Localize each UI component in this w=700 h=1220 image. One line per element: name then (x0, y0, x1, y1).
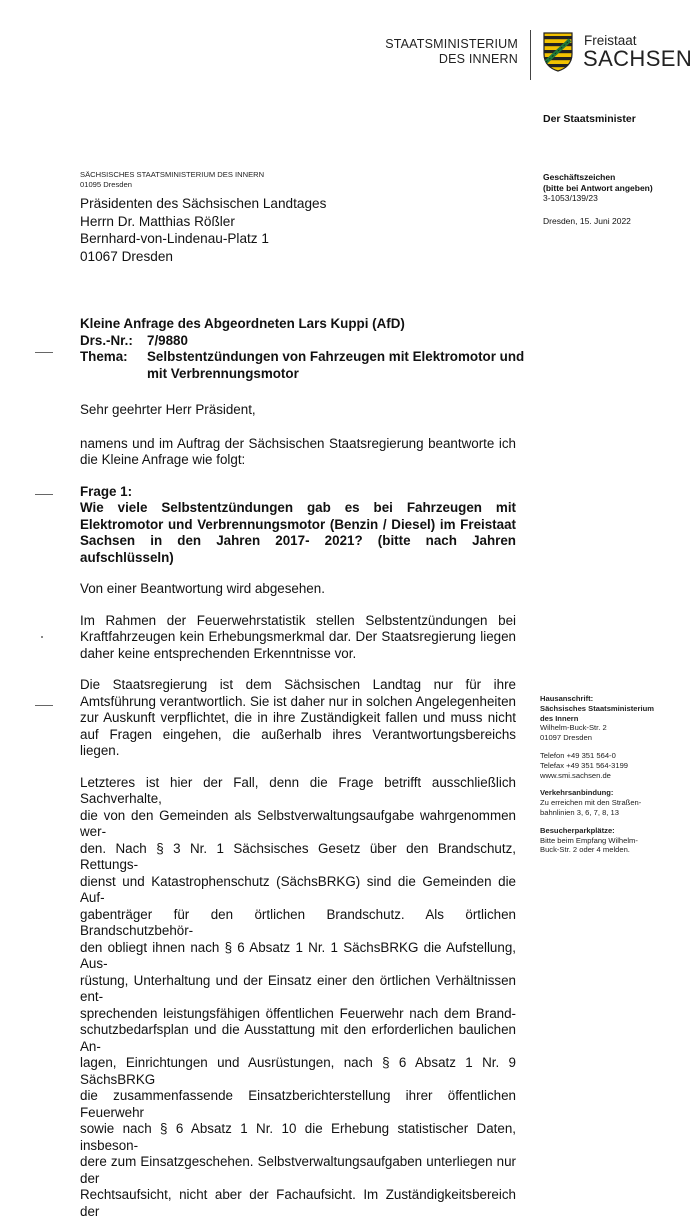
paragraph-line: den. Nach § 3 Nr. 1 Sächsisches Gesetz über den Brandschutz, Rettungs- (80, 841, 516, 874)
ministry-line-1: STAATSMINISTERIUM (368, 37, 518, 52)
transport-label: Verkehrsanbindung: (540, 788, 690, 798)
fold-mark-bottom (35, 705, 53, 706)
reference-block (543, 172, 653, 204)
subject-block (80, 316, 524, 382)
website-link[interactable]: www.smi.sachsen.de (540, 771, 690, 781)
recipient-line-3: Bernhard-von-Lindenau-Platz 1 (80, 230, 326, 248)
paragraph-line: den obliegt ihnen nach § 6 Absatz 1 Nr. 1 SächsBRKG die Aufstellung, Aus- (80, 940, 516, 973)
ministry-line-2: DES INNERN (368, 52, 518, 67)
recipient-address (80, 195, 326, 265)
thema-line-2: mit Verbrennungsmotor (80, 366, 524, 383)
address-line-1: Sächsisches Staatsministerium (540, 704, 690, 714)
scan-dot (41, 636, 43, 638)
transport-line-2: bahnlinien 3, 6, 7, 8, 13 (540, 808, 690, 818)
parking-label: Besucherparkplätze: (540, 826, 690, 836)
reference-label: Geschäftszeichen (543, 172, 653, 183)
question-text: Wie viele Selbstentzündungen gab es bei Fahrzeugen mit Elektromotor und Verbrennungsmotor (Benzin / Diesel) im Freistaat Sachsen in den Jahren 2017- 2021? (bitte nach Jahren aufschlüsseln) (80, 500, 516, 566)
answer-paragraph-1: Von einer Beantwortung wird abgesehen. (80, 581, 516, 598)
paragraph-line: Letzteres ist hier der Fall, denn die Frage betrifft ausschließlich Sachverhalte, (80, 775, 516, 808)
letter-date: Dresden, 15. Juni 2022 (543, 216, 631, 226)
paragraph-line: rüstung, Unterhaltung und der Einsatz einer den örtlichen Verhältnissen ent- (80, 973, 516, 1006)
recipient-line-1: Präsidenten des Sächsischen Landtages (80, 195, 326, 213)
drs-value: 7/9880 (147, 333, 188, 348)
paragraph-line: sowie nach § 6 Absatz 1 Nr. 10 die Erhebung statistischer Daten, insbeson- (80, 1121, 516, 1154)
paragraph-line: sprechenden leistungsfähigen öffentlichen Feuerwehr nach dem Brand- (80, 1006, 516, 1023)
fold-mark-middle (35, 494, 53, 495)
reference-number: 3-1053/139/23 (543, 193, 653, 204)
answer-paragraph-2: Im Rahmen der Feuerwehrstatistik stellen Selbstentzündungen bei Kraftfahrzeugen kein Erhebungsmerkmal dar. Der Staatsregierung liegen daher keine entsprechenden Erkenntnisse vor. (80, 613, 516, 663)
sachsen-label: SACHSEN (583, 46, 692, 72)
thema-label: Thema: (80, 349, 147, 366)
answer-paragraph-3: Die Staatsregierung ist dem Sächsischen Landtag nur für ihre Amtsführung verantwortlich. Sie ist daher nur in solchen Angelegenheiten zur Auskunft verpflichtet, die in ihre Zuständigkeit fallen und muss nicht auf Fragen eingehen, die außerhalb ihres Verantwortungsbereichs liegen. (80, 677, 516, 760)
header-divider (530, 30, 531, 80)
paragraph-line: dere zum Einsatzgeschehen. Selbstverwaltungsaufgaben unterliegen nur der (80, 1154, 516, 1187)
thema-line-1: Selbstentzündungen von Fahrzeugen mit Elektromotor und (147, 349, 524, 364)
question-label: Frage 1: (80, 484, 516, 501)
sender-line (80, 170, 264, 190)
drs-label: Drs.-Nr.: (80, 333, 147, 350)
address-line-2: des Innern (540, 714, 690, 724)
paragraph-line: Rechtsaufsicht, nicht aber der Fachaufsicht. Im Zuständigkeitsbereich der (80, 1187, 516, 1220)
paragraph-line: lagen, Einrichtungen und Ausrüstungen, nach § 6 Absatz 1 Nr. 9 SächsBRKG (80, 1055, 516, 1088)
contact-sidebar (540, 694, 690, 855)
phone-number: Telefon +49 351 564-0 (540, 751, 690, 761)
address-line-3: Wilhelm-Buck-Str. 2 (540, 723, 690, 733)
letter-body (80, 402, 516, 1220)
paragraph-line: die von den Gemeinden als Selbstverwaltungsaufgabe wahrgenommen wer- (80, 808, 516, 841)
intro-paragraph: namens und im Auftrag der Sächsischen Staatsregierung beantworte ich die Kleine Anfrage wie folgt: (80, 436, 516, 469)
recipient-line-2: Herrn Dr. Matthias Rößler (80, 213, 326, 231)
recipient-line-4: 01067 Dresden (80, 248, 326, 266)
paragraph-line: dienst und Katastrophenschutz (SächsBRKG) sind die Gemeinden die Auf- (80, 874, 516, 907)
minister-title: Der Staatsminister (543, 113, 636, 125)
sender-line-1: SÄCHSISCHES STAATSMINISTERIUM DES INNERN (80, 170, 264, 180)
answer-paragraph-4 (80, 775, 516, 1220)
paragraph-line: gabenträger für den örtlichen Brandschutz. Als örtlichen Brandschutzbehör- (80, 907, 516, 940)
parking-line-1: Bitte beim Empfang Wilhelm- (540, 836, 690, 846)
saxony-coat-of-arms-icon (543, 32, 573, 72)
salutation: Sehr geehrter Herr Präsident, (80, 402, 516, 419)
freistaat-label: Freistaat (584, 33, 637, 48)
fold-mark-top (35, 352, 53, 353)
parking-line-2: Buck-Str. 2 oder 4 melden. (540, 845, 690, 855)
ministry-name (368, 37, 518, 67)
subject-title: Kleine Anfrage des Abgeordneten Lars Kuppi (AfD) (80, 316, 524, 333)
transport-line-1: Zu erreichen mit den Straßen- (540, 798, 690, 808)
reference-hint: (bitte bei Antwort angeben) (543, 183, 653, 194)
fax-number: Telefax +49 351 564-3199 (540, 761, 690, 771)
address-label: Hausanschrift: (540, 694, 690, 704)
sender-line-2: 01095 Dresden (80, 180, 264, 190)
address-line-4: 01097 Dresden (540, 733, 690, 743)
paragraph-line: schutzbedarfsplan und die Ausstattung mit den erforderlichen baulichen An- (80, 1022, 516, 1055)
paragraph-line: die zusammenfassende Einsatzberichterstellung ihrer öffentlichen Feuerwehr (80, 1088, 516, 1121)
